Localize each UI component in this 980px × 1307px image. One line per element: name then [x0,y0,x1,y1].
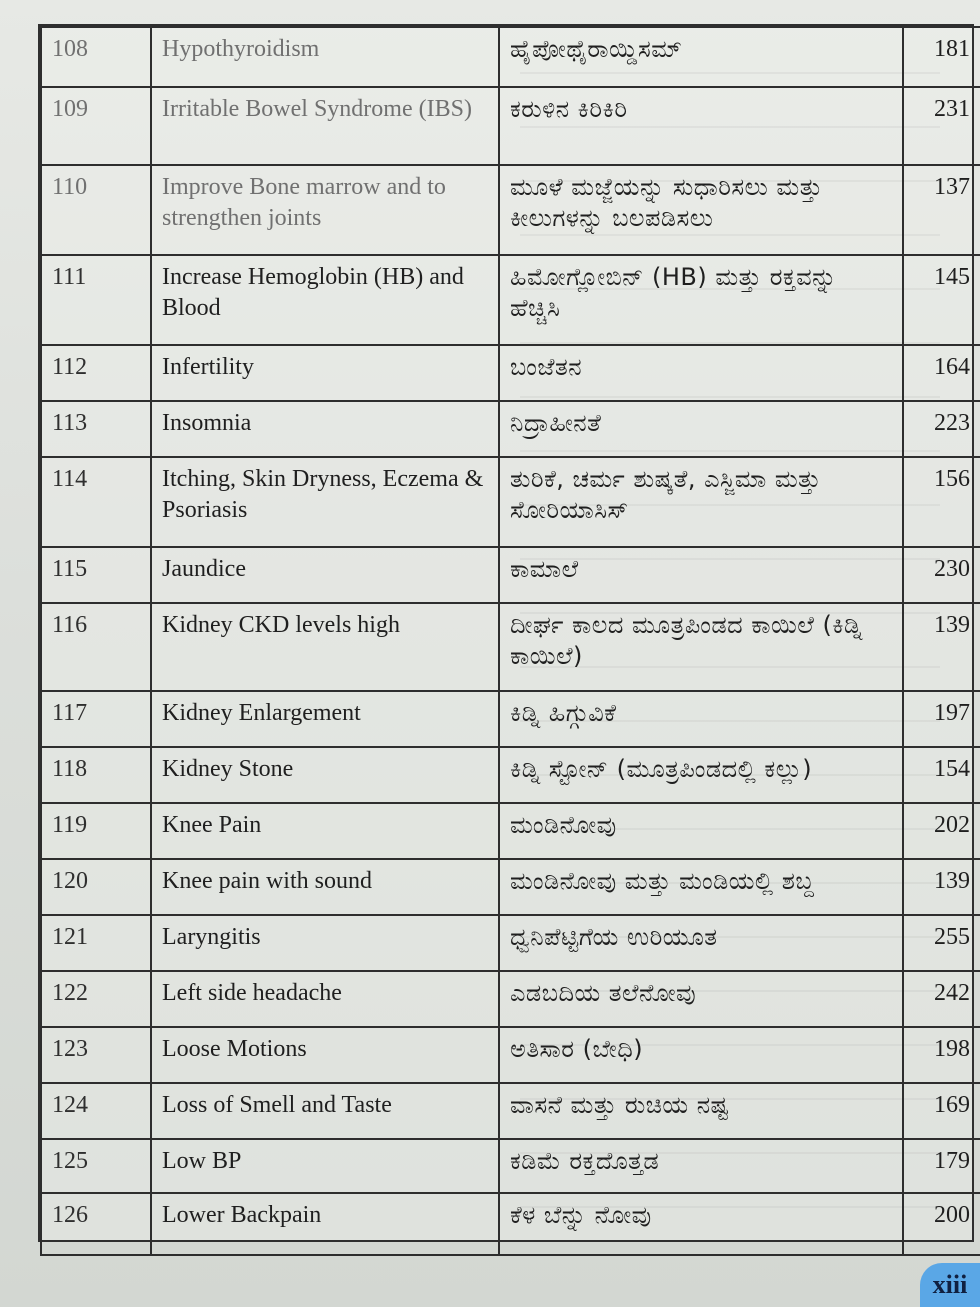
kannada-entry: ಮಂಡಿನೋವು ಮತ್ತು ಮಂಡಿಯಲ್ಲಿ ಶಬ್ದ [499,859,903,915]
page-number: 154 [903,747,980,803]
table-row [41,691,980,747]
kannada-entry: ಎಡಬದಿಯ ತಲೆನೋವು [499,971,903,1027]
page-number: 197 [903,691,980,747]
page-label-badge [920,1263,980,1307]
page-number: 223 [903,401,980,457]
kannada-entry: ಕಾಮಾಲೆ [499,547,903,603]
kannada-entry: ತುರಿಕೆ, ಚರ್ಮ ಶುಷ್ಕತೆ, ಎಸ್ಜಿಮಾ ಮತ್ತು ಸೋರಿಯಾಸಿಸ್ [499,457,903,547]
english-entry: Kidney Enlargement [151,691,499,747]
entry-number: 108 [41,27,151,87]
english-entry: Loose Motions [151,1027,499,1083]
page-number: 198 [903,1027,980,1083]
entry-number: 119 [41,803,151,859]
english-entry: Lower Backpain [151,1193,499,1255]
english-entry: Left side headache [151,971,499,1027]
page-number: 156 [903,457,980,547]
kannada-entry: ಮೂಳೆ ಮಜ್ಜೆಯನ್ನು ಸುಧಾರಿಸಲು ಮತ್ತು ಕೀಲುಗಳನ್ನು ಬಲಪಡಿಸಲು [499,165,903,255]
kannada-entry: ಕಿಡ್ನಿ ಹಿಗ್ಗುವಿಕೆ [499,691,903,747]
entry-number: 118 [41,747,151,803]
table-row [41,457,980,547]
entry-number: 126 [41,1193,151,1255]
table-row [41,1193,980,1255]
english-entry: Infertility [151,345,499,401]
entry-number: 120 [41,859,151,915]
entry-number: 115 [41,547,151,603]
page-number: 179 [903,1139,980,1193]
english-entry: Loss of Smell and Taste [151,1083,499,1139]
page-number: 200 [903,1193,980,1255]
kannada-entry: ಬಂಜೆತನ [499,345,903,401]
english-entry: Knee pain with sound [151,859,499,915]
entry-number: 114 [41,457,151,547]
index-table [40,26,980,1256]
kannada-entry: ವಾಸನೆ ಮತ್ತು ರುಚಿಯ ನಷ್ಟ [499,1083,903,1139]
entry-number: 124 [41,1083,151,1139]
english-entry: Kidney Stone [151,747,499,803]
kannada-entry: ಹೈಪೋಥೈರಾಯ್ಡಿಸಮ್ [499,27,903,87]
entry-number: 117 [41,691,151,747]
kannada-entry: ಅತಿಸಾರ (ಬೇಧಿ) [499,1027,903,1083]
page-label: xiii [932,1270,968,1299]
table-row [41,803,980,859]
entry-number: 113 [41,401,151,457]
page-number: 255 [903,915,980,971]
table-row [41,27,980,87]
table-row [41,1027,980,1083]
english-entry: Knee Pain [151,803,499,859]
entry-number: 123 [41,1027,151,1083]
index-table-wrapper [38,24,974,1242]
page-number: 202 [903,803,980,859]
english-entry: Itching, Skin Dryness, Eczema & Psoriasis [151,457,499,547]
table-row [41,345,980,401]
table-row [41,1139,980,1193]
kannada-entry: ಹಿಮೋಗ್ಲೋಬಿನ್ (HB) ಮತ್ತು ರಕ್ತವನ್ನು ಹೆಚ್ಚಿಸಿ [499,255,903,345]
page-number: 231 [903,87,980,165]
entry-number: 121 [41,915,151,971]
english-entry: Irritable Bowel Syndrome (IBS) [151,87,499,165]
table-row [41,1083,980,1139]
entry-number: 116 [41,603,151,691]
english-entry: Jaundice [151,547,499,603]
kannada-entry: ಕರುಳಿನ ಕಿರಿಕಿರಿ [499,87,903,165]
table-row [41,255,980,345]
kannada-entry: ಧ್ವನಿಪೆಟ್ಟಿಗೆಯ ಉರಿಯೂತ [499,915,903,971]
english-entry: Laryngitis [151,915,499,971]
entry-number: 110 [41,165,151,255]
table-row [41,915,980,971]
english-entry: Improve Bone marrow and to strengthen joints [151,165,499,255]
table-row [41,747,980,803]
kannada-entry: ಕಿಡ್ನಿ ಸ್ಟೋನ್ (ಮೂತ್ರಪಿಂಡದಲ್ಲಿ ಕಲ್ಲು) [499,747,903,803]
page-number: 181 [903,27,980,87]
entry-number: 122 [41,971,151,1027]
page-number: 139 [903,603,980,691]
table-row [41,87,980,165]
table-row [41,165,980,255]
page-number: 242 [903,971,980,1027]
table-row [41,859,980,915]
table-row [41,547,980,603]
english-entry: Kidney CKD levels high [151,603,499,691]
page-number: 230 [903,547,980,603]
kannada-entry: ಕಡಿಮೆ ರಕ್ತದೊತ್ತಡ [499,1139,903,1193]
page-number: 145 [903,255,980,345]
page-number: 164 [903,345,980,401]
entry-number: 109 [41,87,151,165]
entry-number: 112 [41,345,151,401]
page-number: 139 [903,859,980,915]
kannada-entry: ದೀರ್ಘ ಕಾಲದ ಮೂತ್ರಪಿಂಡದ ಕಾಯಿಲೆ (ಕಿಡ್ನಿ ಕಾಯಿಲೆ) [499,603,903,691]
english-entry: Insomnia [151,401,499,457]
page-number: 137 [903,165,980,255]
kannada-entry: ನಿದ್ರಾಹೀನತೆ [499,401,903,457]
page-number: 169 [903,1083,980,1139]
english-entry: Low BP [151,1139,499,1193]
table-row [41,603,980,691]
english-entry: Increase Hemoglobin (HB) and Blood [151,255,499,345]
kannada-entry: ಕೆಳ ಬೆನ್ನು ನೋವು [499,1193,903,1255]
english-entry: Hypothyroidism [151,27,499,87]
entry-number: 125 [41,1139,151,1193]
table-row [41,971,980,1027]
table-row [41,401,980,457]
entry-number: 111 [41,255,151,345]
kannada-entry: ಮಂಡಿನೋವು [499,803,903,859]
